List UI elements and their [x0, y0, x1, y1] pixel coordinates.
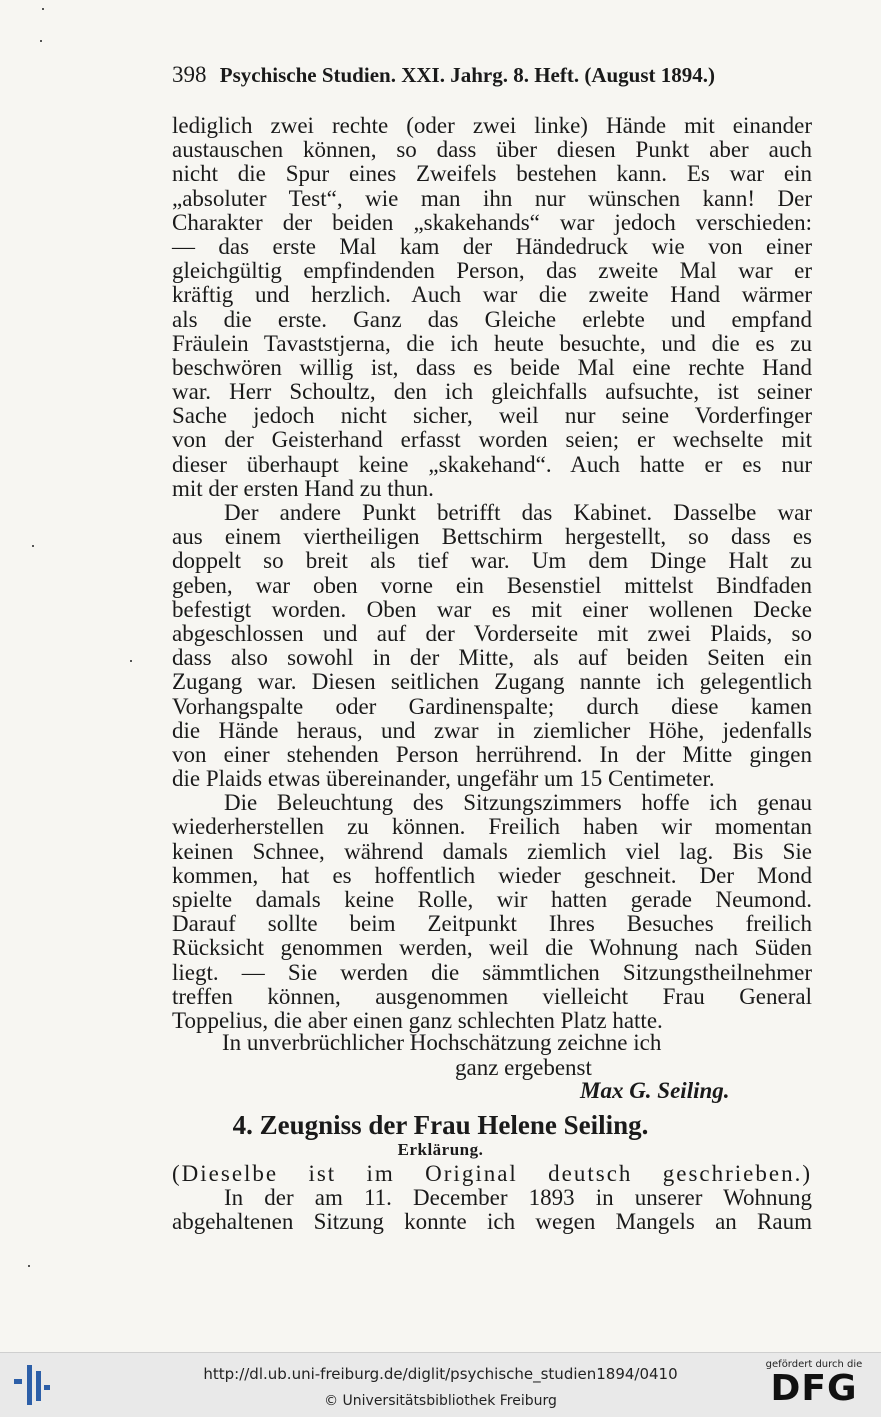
text-line: abgehaltenen Sitzung konnte ich wegen Mangels an Raum [172, 1209, 812, 1235]
text-line: doppelt so breit als tief war. Um dem Dinge Halt zu [172, 548, 812, 574]
text-line: Der andere Punkt betrifft das Kabinet. Dasselbe war [224, 500, 812, 525]
section-lines [172, 1186, 812, 1234]
text-line: Vorhangspalte oder Gardinenspalte; durch diese kamen [172, 693, 812, 719]
text-line: als die erste. Ganz das Gleiche erlebte und empfand [172, 306, 812, 332]
text-line: kräftig und herzlich. Auch war die zweite Hand wärmer [172, 282, 812, 308]
text-line: befestigt worden. Oben war es mit einer wollenen Decke [172, 596, 812, 622]
paragraph-3 [172, 791, 812, 1033]
text-line: austauschen können, so dass über diesen Punkt aber auch [172, 137, 812, 163]
text-line: In der am 11. December 1893 in unserer Wohnung [224, 1185, 812, 1211]
section-text [172, 1162, 812, 1235]
page-number: 398 [172, 62, 207, 87]
text-line: die Hände heraus, und zwar in ziemlicher Höhe, jedenfalls [172, 717, 812, 743]
text-line: wiederherstellen zu können. Freilich haben wir momentan [172, 814, 812, 840]
text-line: abgeschlossen und auf der Vorderseite mit zwei Plaids, so [172, 620, 812, 646]
text-line: mit der ersten Hand zu thun. [172, 475, 434, 501]
running-header [172, 62, 812, 88]
original-language-note: (Dieselbe ist im Original deutsch geschrieben.) [172, 1161, 812, 1186]
section-title: 4. Zeugniss der Frau Helene Seiling. [232, 1110, 649, 1140]
text-line: war. Herr Schoultz, den ich gleichfalls aufsuchte, ist seiner [172, 379, 812, 405]
text-line: Fräulein Tavaststjerna, die ich heute besuchte, und die es zu [172, 330, 812, 356]
text-line: „absoluter Test“, wie man ihn nur wünschen kann! Der [172, 185, 812, 211]
copyright-text: © Universitätsbibliothek Freiburg [324, 1393, 557, 1409]
running-title: Psychische Studien. XXI. Jahrg. 8. Heft. (August 1894.) [219, 63, 716, 87]
text-line: kommen, hat es hoffentlich wieder geschneit. Der Mond [172, 862, 812, 888]
footer-bar [0, 1352, 881, 1417]
scan-speck [42, 8, 44, 10]
text-line: treffen können, ausgenommen vielleicht Frau General [172, 983, 812, 1009]
text-line: von der Geisterhand erfasst worden seien; er wechselte mit [172, 427, 812, 453]
body-text [172, 114, 812, 1033]
funding-note: gefördert durch die [765, 1359, 863, 1370]
text-line: keinen Schnee, während damals ziemlich viel lag. Bis Sie [172, 838, 812, 864]
text-line: die Plaids etwas übereinander, ungefähr um 15 Centimeter. [172, 766, 715, 792]
text-line: Darauf sollte beim Zeitpunkt Ihres Besuches freilich [172, 911, 812, 937]
scan-speck [28, 1265, 30, 1267]
text-line: dieser überhaupt keine „skakehand“. Auch hatte er es nur [172, 451, 812, 477]
paragraph-2 [172, 501, 812, 791]
text-line: Charakter der beiden „skakehands“ war jedoch verschieden: [172, 209, 812, 235]
text-line: — das erste Mal kam der Händedruck wie von einer [172, 233, 812, 259]
text-line: liegt. — Sie werden die sämmtlichen Sitzungstheilnehmer [172, 959, 812, 985]
dfg-logo [759, 1359, 869, 1413]
text-line: gleichgültig empfindenden Person, das zweite Mal war er [172, 258, 812, 284]
text-line: aus einem viertheiligen Bettschirm hergestellt, so dass es [172, 524, 812, 550]
scan-speck [32, 545, 34, 547]
paragraph-1 [172, 114, 812, 501]
text-line: dass also sowohl in der Mitte, als auf beiden Seiten ein [172, 645, 812, 671]
section-subtitle: Erklärung. [397, 1140, 484, 1159]
document-url[interactable]: http://dl.ub.uni-freiburg.de/diglit/psychische_studien1894/0410 [203, 1365, 678, 1383]
dfg-logo-text: DFG [770, 1368, 858, 1409]
text-line: Rücksicht genommen werden, weil die Wohnung nach Süden [172, 935, 812, 961]
text-line: beschwören willig ist, dass es beide Mal eine rechte Hand [172, 354, 812, 380]
text-line: geben, war oben vorne ein Besenstiel mittelst Bindfaden [172, 572, 812, 598]
text-line: Toppelius, die aber einen ganz schlechten Platz hatte. [172, 1007, 663, 1033]
closing-formula: ganz ergebenst [455, 1055, 592, 1080]
text-line: nicht die Spur eines Zweifels bestehen kann. Es war ein [172, 161, 812, 187]
text-line: Sache jedoch nicht sicher, weil nur seine Vorderfinger [172, 403, 812, 429]
scan-speck [40, 40, 42, 42]
scan-speck [130, 660, 132, 662]
text-line: von einer stehenden Person herrührend. In der Mitte gingen [172, 741, 812, 767]
closing-line: In unverbrüchlicher Hochschätzung zeichne ich [222, 1030, 662, 1055]
text-line: spielte damals keine Rolle, wir hatten gerade Neumond. [172, 887, 812, 912]
text-line: lediglich zwei rechte (oder zwei linke) Hände mit einander [172, 113, 812, 138]
text-line: Zugang war. Diesen seitlichen Zugang nannte ich gelegentlich [172, 669, 812, 695]
signature: Max G. Seiling. [580, 1078, 730, 1103]
text-line: Die Beleuchtung des Sitzungszimmers hoffe ich genau [224, 790, 812, 816]
